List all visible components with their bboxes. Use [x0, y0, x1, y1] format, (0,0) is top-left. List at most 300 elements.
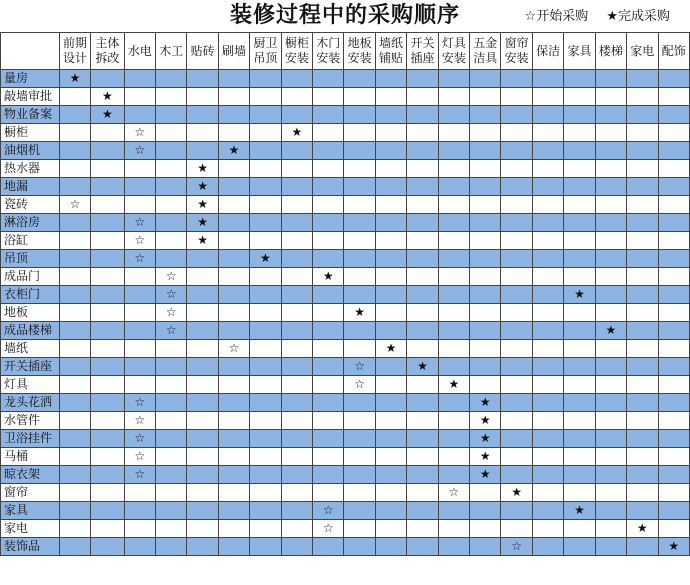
table-cell[interactable]: [658, 466, 690, 484]
table-cell[interactable]: [281, 70, 312, 88]
table-cell[interactable]: [187, 214, 218, 232]
table-cell[interactable]: [313, 268, 344, 286]
table-cell[interactable]: [344, 304, 375, 322]
table-cell[interactable]: [59, 268, 90, 286]
table-cell[interactable]: [156, 196, 187, 214]
table-cell[interactable]: [532, 430, 563, 448]
table-cell[interactable]: [564, 286, 595, 304]
table-cell[interactable]: [627, 232, 658, 250]
table-cell[interactable]: [313, 430, 344, 448]
table-cell[interactable]: [564, 106, 595, 124]
table-cell[interactable]: [313, 106, 344, 124]
row-label[interactable]: 窗帘: [1, 484, 60, 502]
table-cell[interactable]: [91, 304, 124, 322]
table-cell[interactable]: [627, 124, 658, 142]
table-cell[interactable]: [281, 502, 312, 520]
table-cell[interactable]: [407, 196, 438, 214]
table-cell[interactable]: [91, 124, 124, 142]
table-cell[interactable]: [375, 286, 406, 304]
table-cell[interactable]: [313, 502, 344, 520]
table-cell[interactable]: [156, 70, 187, 88]
table-cell[interactable]: [627, 286, 658, 304]
table-cell[interactable]: [218, 358, 249, 376]
table-cell[interactable]: [313, 484, 344, 502]
table-cell[interactable]: [344, 214, 375, 232]
table-cell[interactable]: [407, 88, 438, 106]
column-header[interactable]: [375, 33, 406, 70]
row-label[interactable]: 成品门: [1, 268, 60, 286]
table-cell[interactable]: [187, 484, 218, 502]
table-cell[interactable]: [59, 340, 90, 358]
table-cell[interactable]: [250, 214, 281, 232]
table-cell[interactable]: [627, 268, 658, 286]
row-label[interactable]: 量房: [1, 70, 60, 88]
table-cell[interactable]: [91, 520, 124, 538]
table-cell[interactable]: [281, 466, 312, 484]
table-cell[interactable]: [564, 178, 595, 196]
table-cell[interactable]: [59, 502, 90, 520]
table-cell[interactable]: [91, 340, 124, 358]
table-cell[interactable]: [250, 376, 281, 394]
table-cell[interactable]: [313, 142, 344, 160]
table-cell[interactable]: [59, 484, 90, 502]
table-cell[interactable]: [627, 304, 658, 322]
column-header[interactable]: [313, 33, 344, 70]
table-cell[interactable]: [438, 502, 469, 520]
table-cell[interactable]: [124, 412, 155, 430]
table-cell[interactable]: [658, 286, 690, 304]
table-cell[interactable]: [124, 466, 155, 484]
table-cell[interactable]: [250, 448, 281, 466]
row-label[interactable]: 家电: [1, 520, 60, 538]
table-cell[interactable]: [313, 178, 344, 196]
table-cell[interactable]: [658, 412, 690, 430]
table-cell[interactable]: [281, 520, 312, 538]
table-cell[interactable]: [532, 484, 563, 502]
table-cell[interactable]: [281, 142, 312, 160]
table-cell[interactable]: [501, 412, 532, 430]
table-cell[interactable]: [470, 70, 501, 88]
table-cell[interactable]: [250, 178, 281, 196]
table-cell[interactable]: [595, 322, 626, 340]
table-cell[interactable]: [281, 196, 312, 214]
table-cell[interactable]: [91, 430, 124, 448]
table-cell[interactable]: [124, 142, 155, 160]
table-cell[interactable]: [438, 430, 469, 448]
table-cell[interactable]: [156, 412, 187, 430]
table-cell[interactable]: [156, 448, 187, 466]
table-cell[interactable]: [532, 250, 563, 268]
table-cell[interactable]: [91, 322, 124, 340]
table-cell[interactable]: [658, 304, 690, 322]
table-cell[interactable]: [595, 304, 626, 322]
table-cell[interactable]: [218, 124, 249, 142]
table-cell[interactable]: [470, 322, 501, 340]
table-cell[interactable]: [438, 160, 469, 178]
table-cell[interactable]: [218, 304, 249, 322]
table-cell[interactable]: [375, 502, 406, 520]
table-cell[interactable]: [438, 340, 469, 358]
table-cell[interactable]: [532, 70, 563, 88]
table-cell[interactable]: [375, 394, 406, 412]
table-cell[interactable]: [375, 484, 406, 502]
table-cell[interactable]: [281, 160, 312, 178]
table-cell[interactable]: [313, 124, 344, 142]
table-cell[interactable]: [501, 520, 532, 538]
table-cell[interactable]: [156, 268, 187, 286]
table-cell[interactable]: [438, 448, 469, 466]
table-cell[interactable]: [91, 502, 124, 520]
table-cell[interactable]: [375, 520, 406, 538]
table-cell[interactable]: [438, 214, 469, 232]
table-cell[interactable]: [59, 250, 90, 268]
table-cell[interactable]: [501, 142, 532, 160]
table-cell[interactable]: [124, 232, 155, 250]
table-cell[interactable]: [344, 484, 375, 502]
table-cell[interactable]: [156, 124, 187, 142]
table-cell[interactable]: [375, 322, 406, 340]
table-cell[interactable]: [532, 124, 563, 142]
table-cell[interactable]: [438, 88, 469, 106]
table-cell[interactable]: [344, 178, 375, 196]
column-header[interactable]: [595, 33, 626, 70]
table-cell[interactable]: [59, 322, 90, 340]
table-cell[interactable]: [375, 304, 406, 322]
table-cell[interactable]: [564, 232, 595, 250]
table-cell[interactable]: [187, 502, 218, 520]
table-cell[interactable]: [218, 286, 249, 304]
table-cell[interactable]: [313, 88, 344, 106]
row-label[interactable]: 敲墙审批: [1, 88, 60, 106]
table-cell[interactable]: [156, 178, 187, 196]
table-cell[interactable]: [281, 376, 312, 394]
table-cell[interactable]: [658, 322, 690, 340]
table-cell[interactable]: [470, 520, 501, 538]
table-cell[interactable]: [91, 394, 124, 412]
table-cell[interactable]: [375, 214, 406, 232]
table-cell[interactable]: [250, 340, 281, 358]
table-cell[interactable]: [187, 268, 218, 286]
column-header[interactable]: [124, 33, 155, 70]
table-cell[interactable]: [501, 232, 532, 250]
table-cell[interactable]: [564, 412, 595, 430]
table-cell[interactable]: [501, 268, 532, 286]
column-header[interactable]: [501, 33, 532, 70]
table-cell[interactable]: [156, 430, 187, 448]
table-cell[interactable]: [124, 376, 155, 394]
table-cell[interactable]: [438, 394, 469, 412]
table-cell[interactable]: [313, 358, 344, 376]
table-cell[interactable]: [501, 178, 532, 196]
table-cell[interactable]: [187, 286, 218, 304]
table-cell[interactable]: [187, 412, 218, 430]
table-cell[interactable]: [250, 520, 281, 538]
table-cell[interactable]: [501, 286, 532, 304]
table-cell[interactable]: [532, 376, 563, 394]
table-cell[interactable]: [658, 394, 690, 412]
table-cell[interactable]: [59, 376, 90, 394]
row-label[interactable]: 物业备案: [1, 106, 60, 124]
table-cell[interactable]: [627, 160, 658, 178]
table-cell[interactable]: [564, 394, 595, 412]
table-cell[interactable]: [564, 448, 595, 466]
table-cell[interactable]: [595, 466, 626, 484]
table-cell[interactable]: [532, 466, 563, 484]
table-cell[interactable]: [124, 394, 155, 412]
table-cell[interactable]: [627, 340, 658, 358]
table-cell[interactable]: [438, 466, 469, 484]
table-cell[interactable]: [595, 106, 626, 124]
table-cell[interactable]: [250, 250, 281, 268]
table-cell[interactable]: [595, 268, 626, 286]
table-cell[interactable]: [91, 106, 124, 124]
table-cell[interactable]: [124, 178, 155, 196]
column-header[interactable]: [156, 33, 187, 70]
table-cell[interactable]: [59, 430, 90, 448]
table-cell[interactable]: [375, 178, 406, 196]
table-cell[interactable]: [344, 268, 375, 286]
table-cell[interactable]: [595, 124, 626, 142]
table-cell[interactable]: [91, 142, 124, 160]
table-cell[interactable]: [407, 214, 438, 232]
row-label[interactable]: 浴缸: [1, 232, 60, 250]
table-cell[interactable]: [344, 106, 375, 124]
table-cell[interactable]: [344, 142, 375, 160]
table-cell[interactable]: [124, 196, 155, 214]
table-cell[interactable]: [470, 142, 501, 160]
table-cell[interactable]: [281, 430, 312, 448]
table-cell[interactable]: [532, 88, 563, 106]
table-cell[interactable]: [124, 340, 155, 358]
table-cell[interactable]: [156, 250, 187, 268]
table-cell[interactable]: [250, 466, 281, 484]
table-cell[interactable]: [470, 124, 501, 142]
table-cell[interactable]: [187, 394, 218, 412]
column-header[interactable]: [187, 33, 218, 70]
table-cell[interactable]: [501, 88, 532, 106]
table-cell[interactable]: [91, 160, 124, 178]
table-cell[interactable]: [627, 196, 658, 214]
table-cell[interactable]: [281, 484, 312, 502]
table-cell[interactable]: [250, 124, 281, 142]
table-cell[interactable]: [658, 250, 690, 268]
table-cell[interactable]: [344, 88, 375, 106]
table-cell[interactable]: [501, 106, 532, 124]
table-cell[interactable]: [187, 142, 218, 160]
table-cell[interactable]: [501, 214, 532, 232]
table-cell[interactable]: [470, 484, 501, 502]
table-cell[interactable]: [250, 322, 281, 340]
table-cell[interactable]: [156, 520, 187, 538]
table-cell[interactable]: [470, 178, 501, 196]
table-cell[interactable]: [627, 376, 658, 394]
table-cell[interactable]: [564, 124, 595, 142]
table-cell[interactable]: [281, 412, 312, 430]
table-cell[interactable]: [156, 214, 187, 232]
table-cell[interactable]: [91, 196, 124, 214]
table-cell[interactable]: [91, 286, 124, 304]
table-cell[interactable]: [501, 448, 532, 466]
table-cell[interactable]: [124, 520, 155, 538]
table-cell[interactable]: [470, 250, 501, 268]
table-cell[interactable]: [532, 304, 563, 322]
row-label[interactable]: 马桶: [1, 448, 60, 466]
table-cell[interactable]: [627, 106, 658, 124]
table-cell[interactable]: [564, 250, 595, 268]
table-cell[interactable]: [91, 466, 124, 484]
table-cell[interactable]: [187, 250, 218, 268]
table-cell[interactable]: [658, 340, 690, 358]
table-cell[interactable]: [218, 394, 249, 412]
row-label[interactable]: 家具: [1, 502, 60, 520]
table-cell[interactable]: [156, 286, 187, 304]
table-cell[interactable]: [156, 322, 187, 340]
table-cell[interactable]: [627, 538, 658, 556]
table-cell[interactable]: [470, 538, 501, 556]
table-cell[interactable]: [595, 250, 626, 268]
column-header[interactable]: [59, 33, 90, 70]
table-cell[interactable]: [344, 160, 375, 178]
table-cell[interactable]: [407, 412, 438, 430]
table-cell[interactable]: [658, 538, 690, 556]
column-header[interactable]: [564, 33, 595, 70]
table-cell[interactable]: [187, 448, 218, 466]
table-cell[interactable]: [59, 232, 90, 250]
table-cell[interactable]: [407, 232, 438, 250]
table-cell[interactable]: [344, 430, 375, 448]
table-cell[interactable]: [407, 466, 438, 484]
table-cell[interactable]: [281, 322, 312, 340]
table-cell[interactable]: [501, 70, 532, 88]
table-cell[interactable]: [187, 88, 218, 106]
column-header[interactable]: [281, 33, 312, 70]
table-cell[interactable]: [250, 160, 281, 178]
table-cell[interactable]: [375, 268, 406, 286]
table-cell[interactable]: [218, 70, 249, 88]
table-cell[interactable]: [595, 430, 626, 448]
table-cell[interactable]: [124, 160, 155, 178]
table-cell[interactable]: [438, 286, 469, 304]
table-cell[interactable]: [59, 304, 90, 322]
table-cell[interactable]: [281, 538, 312, 556]
table-cell[interactable]: [187, 520, 218, 538]
table-cell[interactable]: [627, 214, 658, 232]
table-cell[interactable]: [281, 178, 312, 196]
table-cell[interactable]: [407, 448, 438, 466]
table-cell[interactable]: [658, 196, 690, 214]
table-cell[interactable]: [438, 484, 469, 502]
table-cell[interactable]: [124, 268, 155, 286]
table-cell[interactable]: [124, 250, 155, 268]
table-cell[interactable]: [564, 214, 595, 232]
table-cell[interactable]: [501, 538, 532, 556]
table-cell[interactable]: [218, 88, 249, 106]
table-cell[interactable]: [438, 70, 469, 88]
table-cell[interactable]: [313, 214, 344, 232]
table-cell[interactable]: [156, 340, 187, 358]
table-cell[interactable]: [470, 340, 501, 358]
column-header[interactable]: [91, 33, 124, 70]
table-cell[interactable]: [564, 304, 595, 322]
table-cell[interactable]: [532, 160, 563, 178]
table-cell[interactable]: [124, 70, 155, 88]
table-cell[interactable]: [470, 448, 501, 466]
table-cell[interactable]: [407, 358, 438, 376]
table-cell[interactable]: [564, 142, 595, 160]
table-cell[interactable]: [313, 340, 344, 358]
table-cell[interactable]: [250, 70, 281, 88]
table-cell[interactable]: [532, 538, 563, 556]
table-cell[interactable]: [407, 268, 438, 286]
table-cell[interactable]: [470, 196, 501, 214]
table-cell[interactable]: [218, 250, 249, 268]
table-cell[interactable]: [313, 394, 344, 412]
table-cell[interactable]: [59, 106, 90, 124]
table-cell[interactable]: [250, 88, 281, 106]
table-cell[interactable]: [344, 70, 375, 88]
table-cell[interactable]: [438, 538, 469, 556]
table-cell[interactable]: [59, 538, 90, 556]
table-cell[interactable]: [501, 160, 532, 178]
table-cell[interactable]: [344, 502, 375, 520]
column-header[interactable]: [407, 33, 438, 70]
table-cell[interactable]: [187, 538, 218, 556]
table-cell[interactable]: [407, 124, 438, 142]
table-cell[interactable]: [501, 466, 532, 484]
table-cell[interactable]: [124, 448, 155, 466]
table-cell[interactable]: [470, 286, 501, 304]
table-cell[interactable]: [250, 538, 281, 556]
table-cell[interactable]: [187, 376, 218, 394]
row-label[interactable]: 晾衣架: [1, 466, 60, 484]
table-cell[interactable]: [281, 106, 312, 124]
table-cell[interactable]: [250, 430, 281, 448]
table-cell[interactable]: [595, 70, 626, 88]
table-cell[interactable]: [344, 538, 375, 556]
table-cell[interactable]: [407, 322, 438, 340]
table-cell[interactable]: [59, 214, 90, 232]
table-cell[interactable]: [91, 358, 124, 376]
table-cell[interactable]: [313, 448, 344, 466]
table-cell[interactable]: [407, 160, 438, 178]
column-header[interactable]: [250, 33, 281, 70]
table-cell[interactable]: [59, 196, 90, 214]
table-cell[interactable]: [59, 178, 90, 196]
table-cell[interactable]: [250, 394, 281, 412]
table-cell[interactable]: [375, 142, 406, 160]
table-cell[interactable]: [313, 70, 344, 88]
table-cell[interactable]: [187, 304, 218, 322]
table-cell[interactable]: [344, 196, 375, 214]
table-cell[interactable]: [438, 322, 469, 340]
table-cell[interactable]: [470, 376, 501, 394]
table-cell[interactable]: [156, 88, 187, 106]
table-cell[interactable]: [187, 466, 218, 484]
table-cell[interactable]: [595, 142, 626, 160]
table-cell[interactable]: [218, 484, 249, 502]
table-cell[interactable]: [187, 106, 218, 124]
table-cell[interactable]: [375, 196, 406, 214]
table-cell[interactable]: [59, 394, 90, 412]
table-cell[interactable]: [532, 520, 563, 538]
table-cell[interactable]: [438, 178, 469, 196]
table-cell[interactable]: [375, 250, 406, 268]
table-cell[interactable]: [59, 412, 90, 430]
table-cell[interactable]: [156, 358, 187, 376]
table-cell[interactable]: [532, 268, 563, 286]
table-cell[interactable]: [438, 196, 469, 214]
table-cell[interactable]: [501, 394, 532, 412]
